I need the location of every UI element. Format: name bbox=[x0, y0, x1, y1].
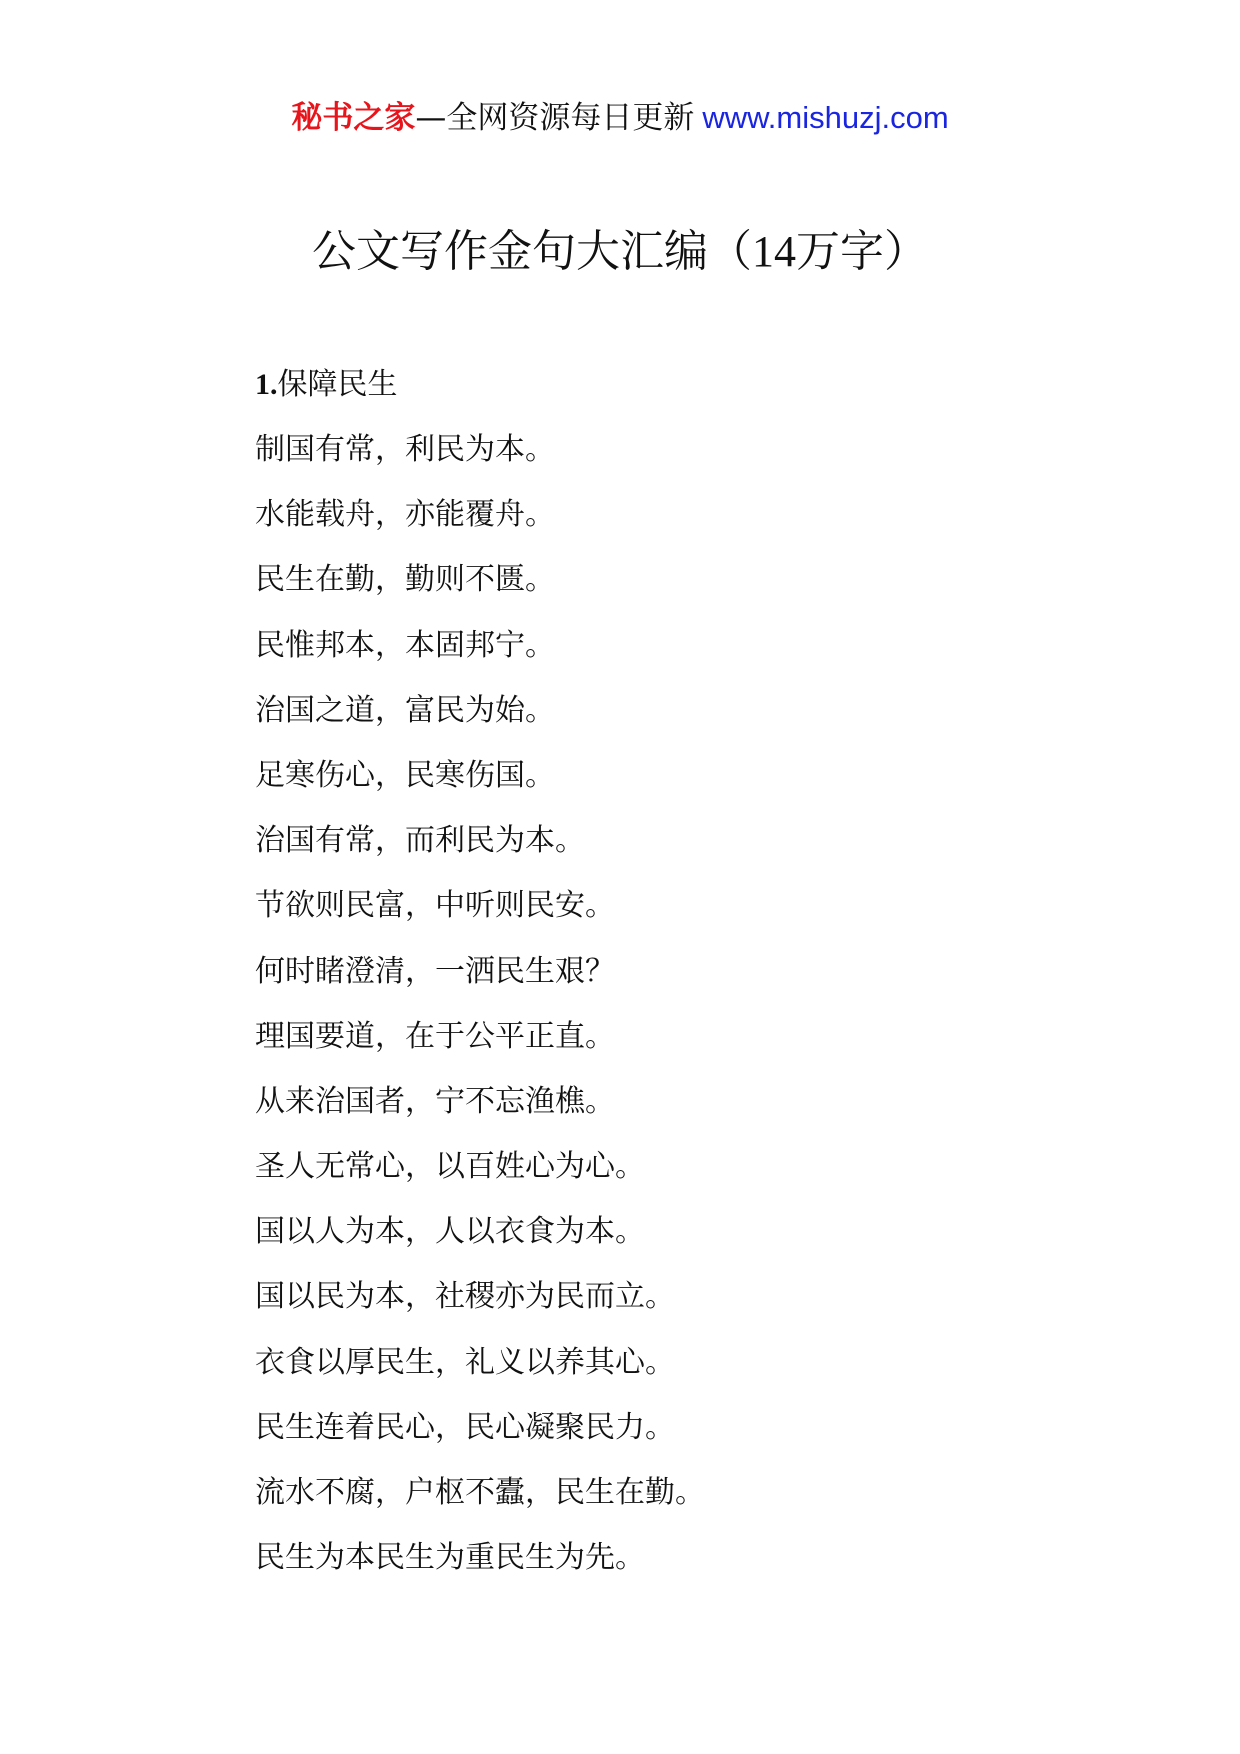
quote-line: 何时睹澄清，一洒民生艰？ bbox=[255, 953, 615, 989]
quote-line: 节欲则民富，中听则民安。 bbox=[255, 888, 615, 924]
quote-line: 治国之道，富民为始。 bbox=[255, 692, 555, 728]
section-number: 1. bbox=[255, 368, 278, 401]
section-heading bbox=[255, 360, 1115, 410]
site-header bbox=[0, 98, 1240, 138]
quote-line: 民惟邦本，本固邦宁。 bbox=[255, 627, 555, 663]
quote-line: 水能载舟，亦能覆舟。 bbox=[255, 497, 555, 533]
header-tagline: —全网资源每日更新 bbox=[415, 100, 695, 136]
document-body bbox=[255, 360, 1115, 1598]
title-suffix: 万字） bbox=[796, 226, 928, 277]
quote-line: 衣食以厚民生，礼义以养其心。 bbox=[255, 1344, 675, 1380]
quote-line: 国以人为本，人以衣食为本。 bbox=[255, 1214, 645, 1250]
quote-line: 制国有常，利民为本。 bbox=[255, 432, 555, 467]
section-heading-text: 保障民生 bbox=[277, 367, 398, 402]
title-prefix: 公文写作金句大汇编（ bbox=[312, 226, 752, 277]
quote-line: 国以民为本，社稷亦为民而立。 bbox=[255, 1279, 675, 1315]
quote-line: 民生为本民生为重民生为先。 bbox=[255, 1540, 645, 1576]
quote-line: 民生连着民心，民心凝聚民力。 bbox=[255, 1409, 675, 1445]
document-title bbox=[0, 224, 1240, 280]
quote-line: 民生在勤，勤则不匮。 bbox=[255, 562, 555, 598]
quote-line: 从来治国者，宁不忘渔樵。 bbox=[255, 1083, 615, 1119]
quote-line: 治国有常，而利民为本。 bbox=[255, 823, 585, 859]
title-number: 14 bbox=[752, 227, 796, 276]
quote-line: 流水不腐，户枢不蠹，民生在勤。 bbox=[255, 1475, 705, 1510]
quote-line: 足寒伤心，民寒伤国。 bbox=[255, 757, 555, 793]
brand-name: 秘书之家 bbox=[291, 100, 416, 136]
quote-line: 圣人无常心，以百姓心为心。 bbox=[255, 1149, 645, 1185]
quote-line: 理国要道，在于公平正直。 bbox=[255, 1018, 615, 1054]
site-url-link[interactable]: www.mishuzj.com bbox=[702, 100, 949, 135]
